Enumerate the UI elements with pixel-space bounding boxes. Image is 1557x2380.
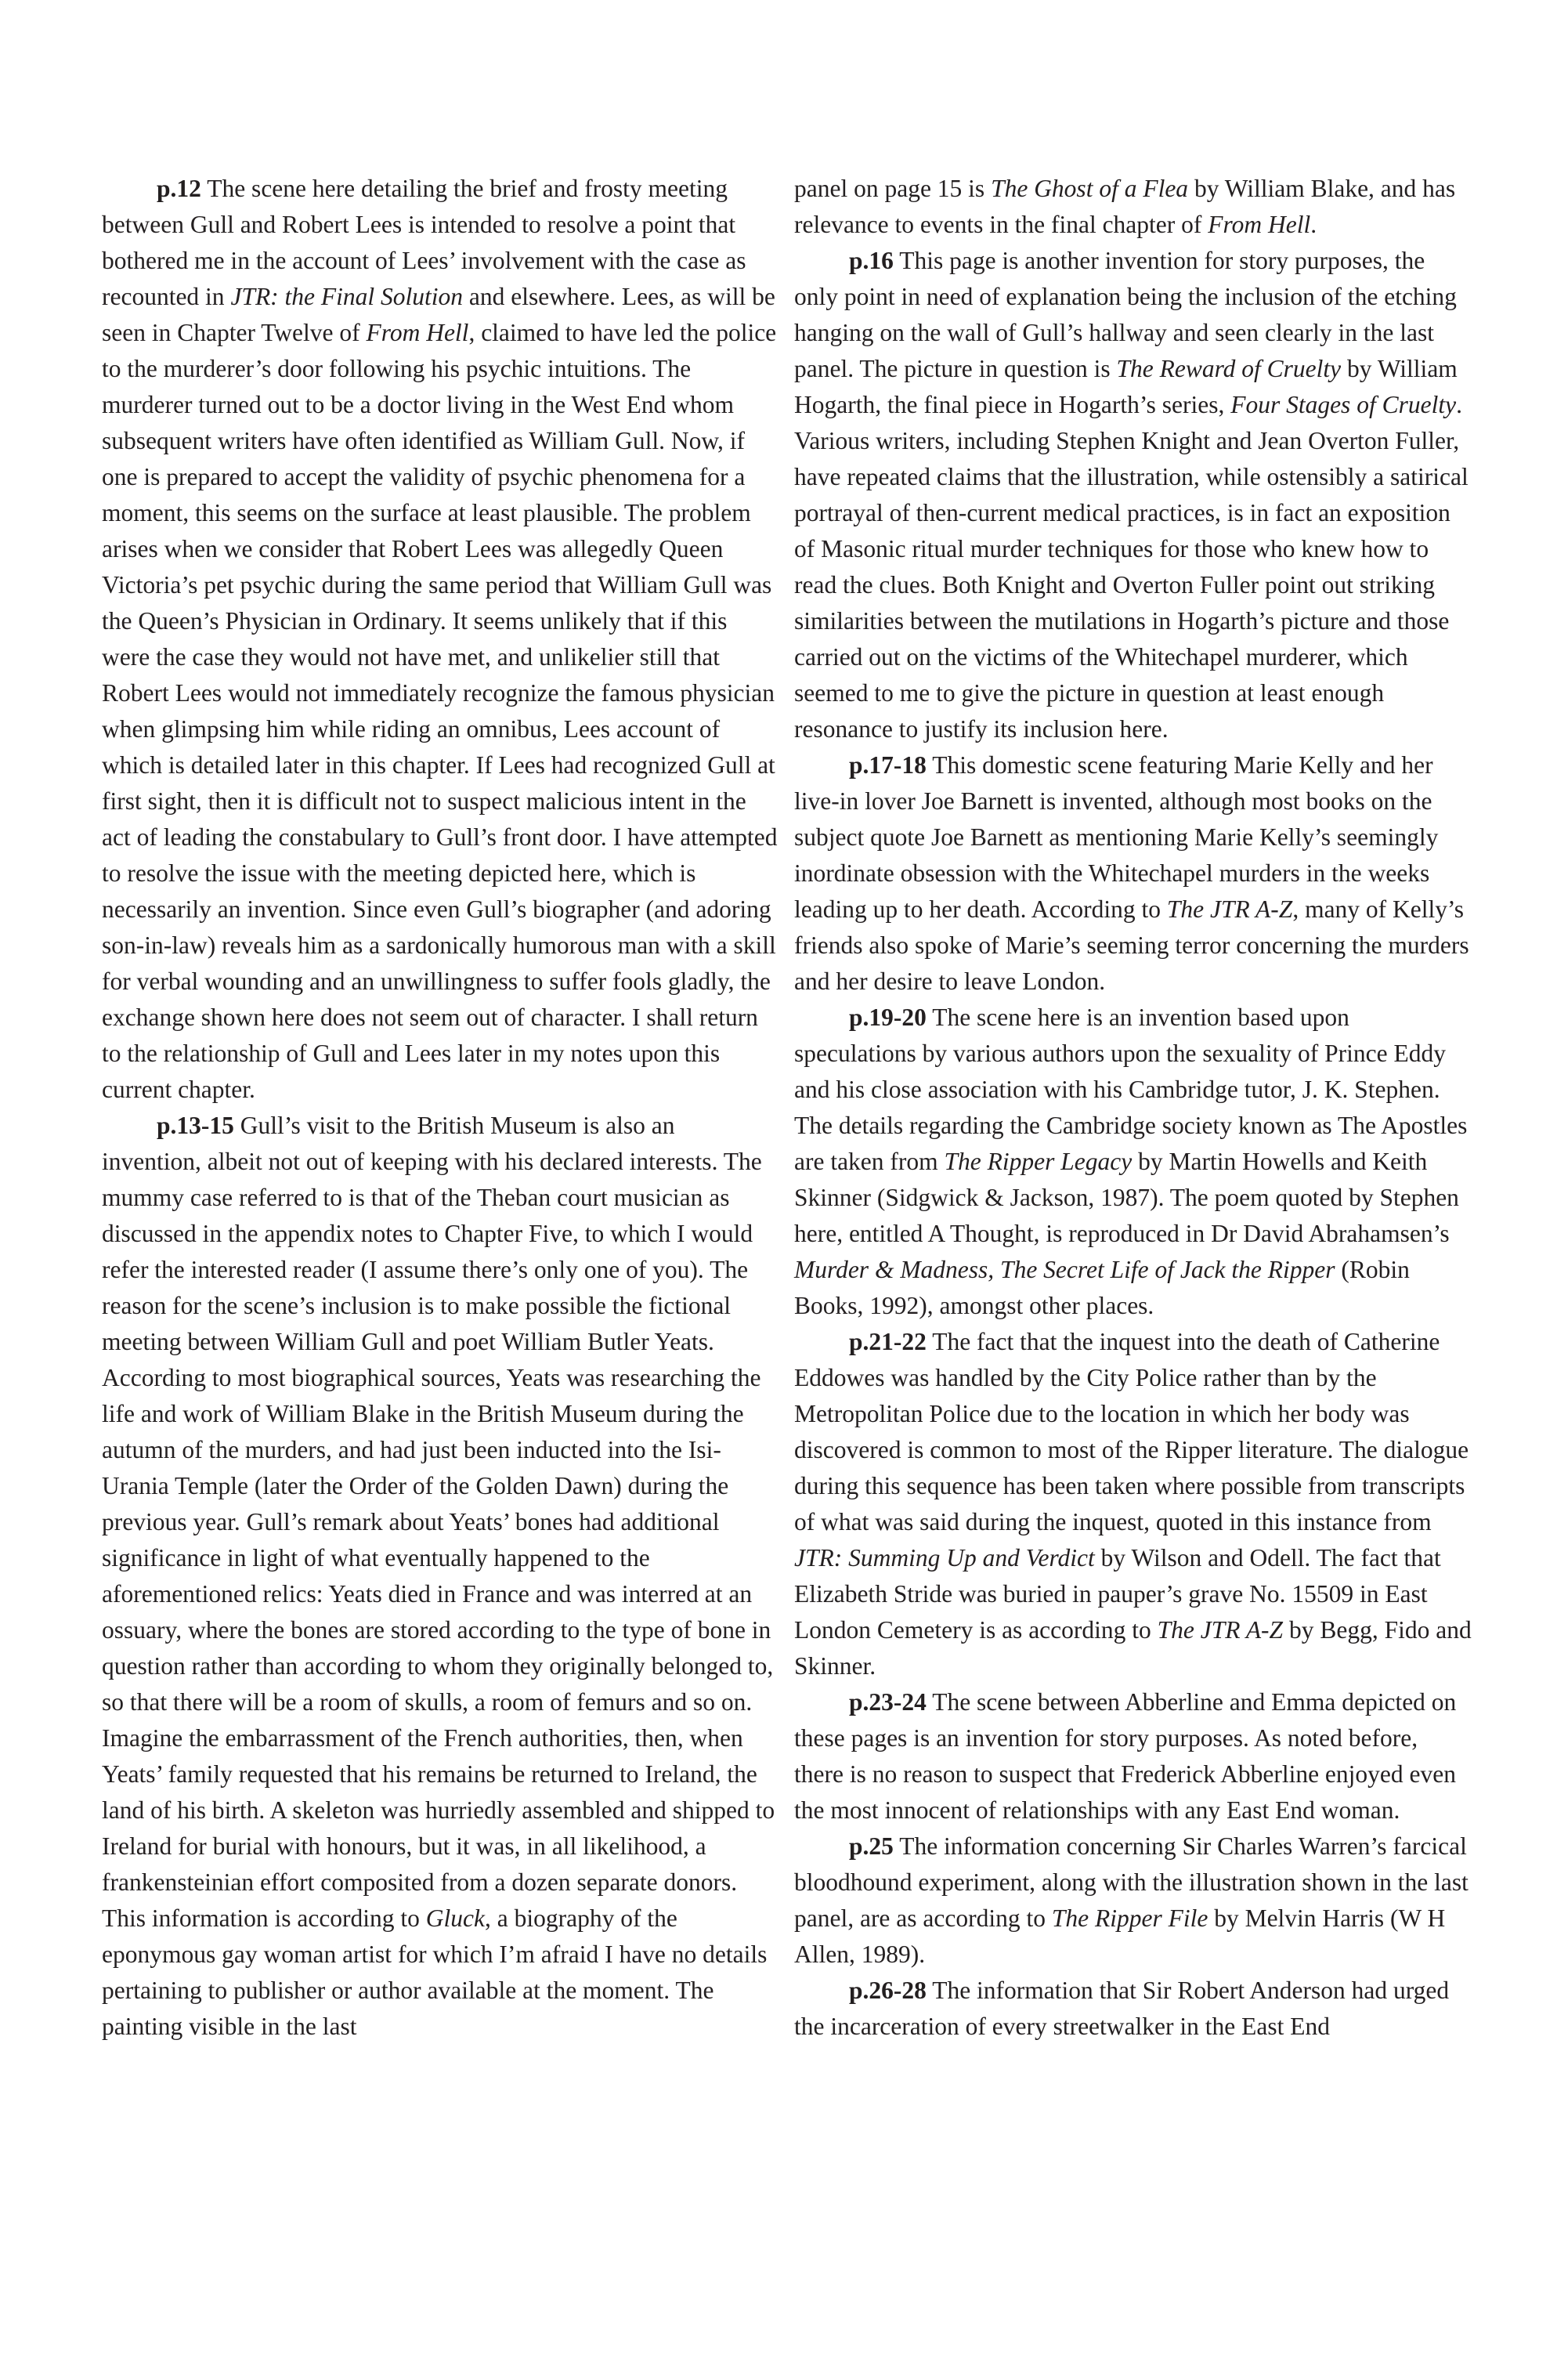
italic-title: Murder & Madness, The Secret Life of Jack the Ripper bbox=[794, 1256, 1335, 1283]
text-segment: The scene here is an invention based upon speculations by various authors upon the sexuality of Prince Eddy and his close association with his Cambridge tutor, J. K. Stephen. The details regarding the Cambridge society known as The Apostles are taken from bbox=[794, 1004, 1468, 1175]
italic-title: The Reward of Cruelty bbox=[1116, 355, 1342, 382]
italic-title: The JTR A-Z bbox=[1157, 1616, 1284, 1644]
page-reference: p.25 bbox=[849, 1832, 894, 1860]
page-reference: p.26-28 bbox=[849, 1977, 927, 2004]
continued-paragraph bbox=[794, 171, 1472, 243]
italic-title: The Ghost of a Flea bbox=[991, 175, 1189, 202]
page-reference: p.13-15 bbox=[157, 1112, 234, 1139]
text-segment: by Wilson and Odell. The fact that Elizabeth Stride was buried in pauper’s grave No. 15509 in East London Cemetery is as according to bbox=[794, 1544, 1441, 1644]
italic-title: The Ripper File bbox=[1051, 1904, 1208, 1932]
note-paragraph bbox=[794, 1324, 1472, 1684]
text-segment: (Robin Books, 1992), amongst other places. bbox=[794, 1256, 1410, 1319]
text-segment: by William Blake, and has relevance to events in the final chapter of bbox=[794, 175, 1456, 238]
text-segment: , claimed to have led the police to the murderer’s door following his psychic intuitions. The murderer turned out to be a doctor living in the West End whom subsequent writers have often identified as William Gull. Now, if one is prepared to accept the validity of psychic phenomena for a moment, this seems on the surface at least plausible. The problem arises when we consider that Robert Lees was allegedly Queen Victoria’s pet psychic during the same period that William Gull was the Queen’s Physician in Ordinary. It seems unlikely that if this were the case they would not have met, and unlikelier still that Robert Lees would not immediately recognize the famous physician when glimpsing him while riding an omnibus, Lees account of which is detailed later in this chapter. If Lees had recognized Gull at first sight, then it is difficult not to suspect malicious intent in the act of leading the constabulary to Gull’s front door. I have attempted to resolve the issue with the meeting depicted here, which is necessarily an invention. Since even Gull’s biographer (and adoring son-in-law) reveals him as a sardonically humorous man with a skill for verbal wounding and an unwillingness to suffer fools gladly, the exchange shown here does not seem out of character. I shall return to the relationship of Gull and Lees later in my notes upon this current chapter. bbox=[102, 319, 778, 1103]
text-segment: , a biography of the eponymous gay woman artist for which I’m afraid I have no details pertaining to publisher or author available at the moment. The painting visible in the last bbox=[102, 1904, 768, 2040]
italic-title: The JTR A-Z bbox=[1166, 895, 1293, 923]
text-segment: The information concerning Sir Charles Warren’s farcical bloodhound experiment, along with the illustration shown in the last panel, are as according to bbox=[794, 1832, 1468, 1932]
note-paragraph bbox=[794, 1684, 1472, 1828]
text-segment: . bbox=[1310, 211, 1317, 238]
text-segment: Gull’s visit to the British Museum is also an invention, albeit not out of keeping with his declared interests. The mummy case referred to is that of the Theban court musician as discussed in the appendix notes to Chapter Five, to which I would refer the interested reader (I assume there’s only one of you). The reason for the scene’s inclusion is to make possible the fictional meeting between William Gull and poet William Butler Yeats. According to most biographical sources, Yeats was researching the life and work of William Blake in the British Museum during the autumn of the murders, and had just been inducted into the Isi-Urania Temple (later the Order of the Golden Dawn) during the previous year. Gull’s remark about Yeats’ bones had additional significance in light of what eventually happened to the aforementioned relics: Yeats died in France and was interred at an ossuary, where the bones are stored according to the type of bone in question rather than according to whom they originally belonged to, so that there will be a room of skulls, a room of femurs and so on. Imagine the embarrassment of the French authorities, then, when Yeats’ family requested that his remains be returned to Ireland, the land of his birth. A skeleton was hurriedly assembled and shipped to Ireland for burial with honours, but it was, in all likelihood, a frankensteinian effort composited from a dozen separate donors. This information is according to bbox=[102, 1112, 775, 1932]
text-segment: by Martin Howells and Keith Skinner (Sidgwick & Jackson, 1987). The poem quoted by Stephen here, entitled A Thought, is reproduced in Dr David Abrahamsen’s bbox=[794, 1148, 1459, 1247]
italic-title: From Hell bbox=[366, 319, 469, 346]
note-paragraph bbox=[794, 1000, 1472, 1324]
text-segment: , many of Kelly’s friends also spoke of Marie’s seeming terror concerning the murders and her desire to leave London. bbox=[794, 895, 1469, 995]
text-segment: . Various writers, including Stephen Knight and Jean Overton Fuller, have repeated claims that the illustration, while ostensibly a satirical portrayal of then-current medical practices, is in fact an exposition of Masonic ritual murder techniques for those who knew how to read the clues. Both Knight and Overton Fuller point out striking similarities between the mutilations in Hogarth’s picture and those carried out on the victims of the Whitechapel murderer, which seemed to me to give the picture in question at least enough resonance to justify its inclusion here. bbox=[794, 391, 1468, 743]
text-segment: The scene between Abberline and Emma depicted on these pages is an invention for story purposes. As noted before, there is no reason to suspect that Frederick Abberline enjoyed even the most innocent of relationships with any East End woman. bbox=[794, 1688, 1457, 1824]
italic-title: From Hell bbox=[1208, 211, 1311, 238]
text-segment: The scene here detailing the brief and frosty meeting between Gull and Robert Lees is intended to resolve a point that bothered me in the account of Lees’ involvement with the case as recounted in bbox=[102, 175, 746, 310]
page-reference: p.19-20 bbox=[849, 1004, 927, 1031]
page-reference: p.21-22 bbox=[849, 1328, 927, 1355]
page-reference: p.23-24 bbox=[849, 1688, 927, 1716]
italic-title: JTR: Summing Up and Verdict bbox=[794, 1544, 1095, 1572]
page-reference: p.12 bbox=[157, 175, 201, 202]
page-reference: p.17-18 bbox=[849, 751, 927, 779]
italic-title: Four Stages of Cruelty bbox=[1230, 391, 1457, 418]
page-reference: p.16 bbox=[849, 247, 894, 274]
note-paragraph bbox=[102, 171, 780, 1108]
text-segment: The fact that the inquest into the death of Catherine Eddowes was handled by the City Police rather than by the Metropolitan Police due to the location in which her body was discovered is common to most of the Ripper literature. The dialogue during this sequence has been taken where possible from transcripts of what was said during the inquest, quoted in this instance from bbox=[794, 1328, 1469, 1535]
italic-title: The Ripper Legacy bbox=[944, 1148, 1133, 1175]
text-segment: This domestic scene featuring Marie Kelly and her live-in lover Joe Barnett is invented, although most books on the subject quote Joe Barnett as mentioning Marie Kelly’s seemingly inordinate obsession with the Whitechapel murders in the weeks leading up to her death. According to bbox=[794, 751, 1439, 923]
note-paragraph bbox=[102, 1108, 780, 2045]
note-paragraph bbox=[794, 1973, 1472, 2045]
text-segment: and elsewhere. Lees, as will be seen in Chapter Twelve of bbox=[102, 283, 775, 346]
note-paragraph bbox=[794, 243, 1472, 747]
text-segment: by Begg, Fido and Skinner. bbox=[794, 1616, 1472, 1680]
text-segment: panel on page 15 is bbox=[794, 175, 992, 202]
text-segment: by Melvin Harris (W H Allen, 1989). bbox=[794, 1904, 1446, 1968]
note-paragraph bbox=[794, 747, 1472, 1000]
note-paragraph bbox=[794, 1828, 1472, 1973]
text-segment: This page is another invention for story purposes, the only point in need of explanation being the inclusion of the etching hanging on the wall of Gull’s hallway and seen clearly in the last panel. The picture in question is bbox=[794, 247, 1457, 382]
text-segment: The information that Sir Robert Anderson had urged the incarceration of every streetwalker in the East End bbox=[794, 1977, 1450, 2040]
italic-title: JTR: the Final Solution bbox=[230, 283, 464, 310]
text-segment: by William Hogarth, the final piece in Hogarth’s series, bbox=[794, 355, 1458, 418]
italic-title: Gluck bbox=[425, 1904, 486, 1932]
right-column bbox=[794, 171, 1472, 2045]
left-column bbox=[102, 171, 780, 2045]
